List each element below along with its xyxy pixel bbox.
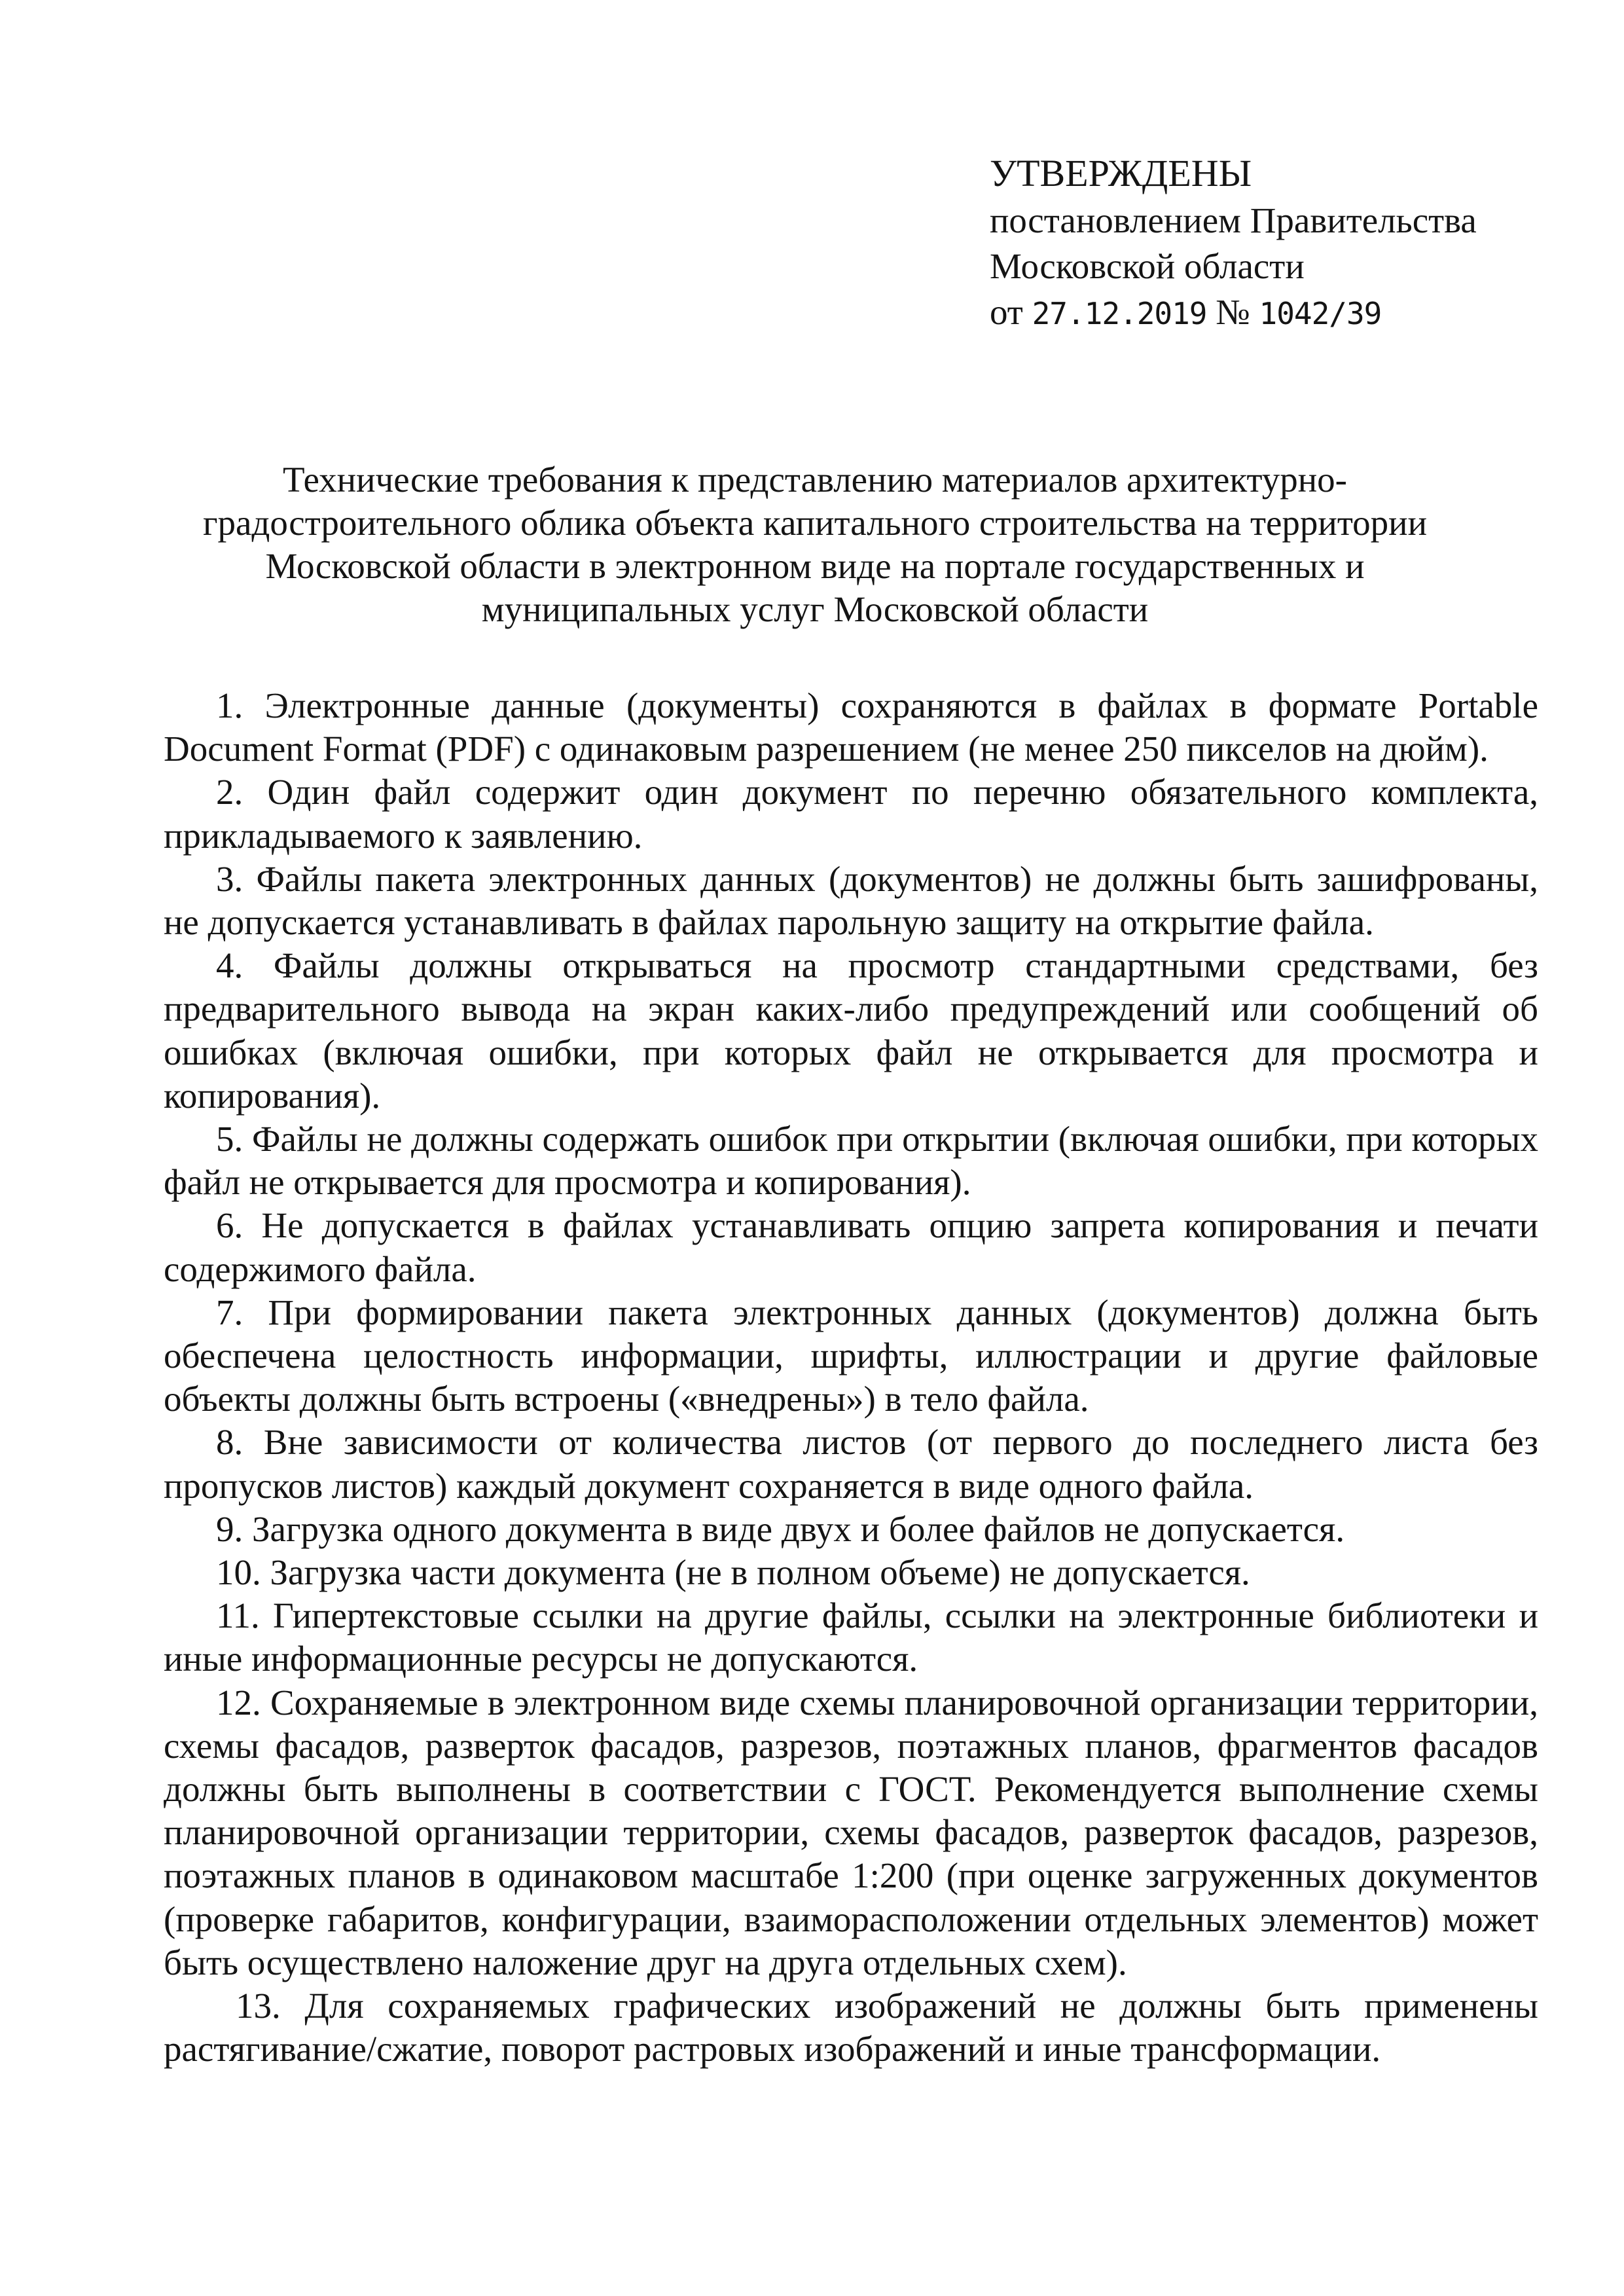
- list-item: [164, 1594, 1538, 1681]
- list-item: [164, 1421, 1538, 1507]
- list-item: [164, 1681, 1538, 1984]
- item-text: Файлы не должны содержать ошибок при открытии (включая ошибки, при которых файл не открывается для просмотра и копирования).: [164, 1119, 1539, 1203]
- date-prefix: от: [990, 292, 1023, 332]
- list-item: [164, 1204, 1538, 1290]
- requirements-list: [164, 684, 1538, 2071]
- item-text: Для сохраняемых графических изображений не должны быть применены растягивание/сжатие, поворот растровых изображений и иные трансформации.: [164, 1986, 1538, 2069]
- approval-heading: УТВЕРЖДЕНЫ: [990, 152, 1252, 194]
- item-number: 11.: [216, 1595, 260, 1636]
- item-number: 10.: [216, 1552, 261, 1593]
- item-text: Гипертекстовые ссылки на другие файлы, ссылки на электронные библиотеки и иные информационные ресурсы не допускаются.: [164, 1595, 1538, 1679]
- item-text: Вне зависимости от количества листов (от первого до последнего листа без пропусков листов) каждый документ сохраняется в виде одного файла.: [164, 1422, 1539, 1506]
- item-text: Файлы должны открываться на просмотр стандартными средствами, без предварительного вывода на экран каких-либо предупреждений или сообщений об ошибках (включая ошибки, при которых файл не открывается для просмотра и копирования).: [164, 945, 1539, 1116]
- list-item: [164, 1118, 1538, 1204]
- item-number: 7.: [216, 1292, 244, 1332]
- item-number: 13.: [236, 1986, 281, 2026]
- item-text: При формировании пакета электронных данных (документов) должна быть обеспечена целостность информации, шрифты, иллюстрации и другие файловые объекты должны быть встроены («внедрены») в тело файла.: [164, 1292, 1538, 1419]
- item-number: 6.: [216, 1205, 244, 1246]
- document-title: Технические требования к представлению материалов архитектурно-градостроительного облика объекта капитального строительства на территории Московской области в электронном виде на портале государственных и муниципальных услуг Московской области: [202, 460, 1428, 629]
- list-item: [164, 1508, 1538, 1551]
- list-item: [164, 1291, 1538, 1421]
- approval-number: 1042/39: [1259, 296, 1382, 331]
- list-item: [164, 771, 1538, 857]
- number-prefix: №: [1216, 292, 1250, 332]
- list-item: [164, 858, 1538, 944]
- approval-line-1: постановлением Правительства: [990, 200, 1477, 240]
- list-item: [164, 1984, 1538, 2071]
- item-text: Загрузка одного документа в виде двух и более файлов не допускается.: [252, 1508, 1345, 1549]
- item-number: 12.: [216, 1682, 261, 1722]
- item-number: 5.: [216, 1119, 244, 1159]
- approval-date: 27.12.2019: [1032, 296, 1207, 331]
- approval-block: [990, 151, 1566, 337]
- item-text: Электронные данные (документы) сохраняются в файлах в формате Portable Document Format (PDF) с одинаковым разрешением (не менее 250 пикселов на дюйм).: [164, 685, 1538, 769]
- list-item: [164, 944, 1538, 1118]
- item-text: Один файл содержит один документ по перечню обязательного комплекта, прикладываемого к заявлению.: [164, 772, 1538, 856]
- item-number: 1.: [216, 685, 244, 725]
- item-number: 2.: [216, 772, 244, 812]
- item-number: 4.: [216, 945, 244, 986]
- approval-date-line: [990, 289, 1566, 337]
- item-text: Сохраняемые в электронном виде схемы планировочной организации территории, схемы фасадов, разверток фасадов, разрезов, поэтажных планов, фрагментов фасадов должны быть выполнены в соответствии с ГОСТ. Рекомендуется выполнение схемы планировочной организации территории, схемы фасадов, разверток фасадов, разрезов, поэтажных планов в одинаковом масштабе 1:200 (при оценке загруженных документов (проверке габаритов, конфигурации, взаиморасположении отдельных элементов) может быть осуществлено наложение друг на друга отдельных схем).: [164, 1682, 1538, 1982]
- approval-line-2: Московской области: [990, 246, 1305, 286]
- item-number: 8.: [216, 1422, 244, 1463]
- item-text: Файлы пакета электронных данных (документов) не должны быть зашифрованы, не допускается устанавливать в файлах парольную защиту на открытие файла.: [164, 858, 1539, 943]
- item-number: 9.: [216, 1508, 244, 1549]
- item-text: Загрузка части документа (не в полном объеме) не допускается.: [270, 1552, 1250, 1593]
- item-number: 3.: [216, 858, 244, 899]
- list-item: [164, 1551, 1538, 1594]
- list-item: [164, 684, 1538, 771]
- item-text: Не допускается в файлах устанавливать опцию запрета копирования и печати содержимого файла.: [164, 1205, 1539, 1289]
